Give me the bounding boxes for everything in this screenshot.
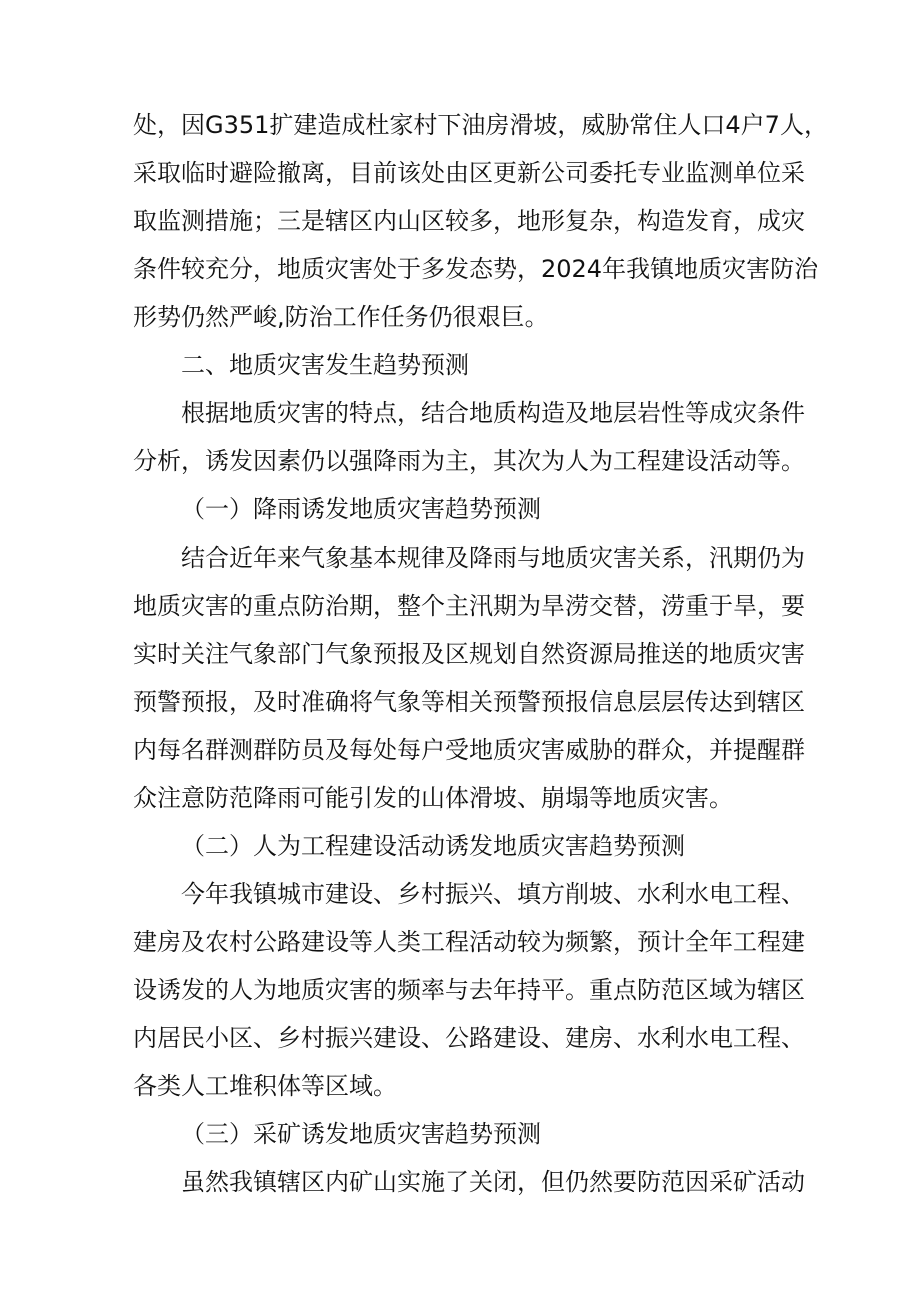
subsection-heading: （三）采矿诱发地质灾害趋势预测: [181, 1120, 541, 1148]
paragraph-line: 今年我镇城市建设、乡村振兴、填方削坡、水利水电工程、: [181, 880, 805, 908]
paragraph-line: 设诱发的人为地质灾害的频率与去年持平。重点防范区域为辖区: [133, 976, 805, 1004]
paragraph-line: 条件较充分，地质灾害处于多发态势，2024年我镇地质灾害防治: [133, 255, 819, 283]
paragraph-line: 内每名群测群防员及每处每户受地质灾害威胁的群众，并提醒群: [133, 736, 805, 764]
paragraph-line: 采取临时避险撤离，目前该处由区更新公司委托专业监测单位采: [133, 159, 805, 187]
paragraph-line: 分析，诱发因素仍以强降雨为主，其次为人为工程建设活动等。: [133, 447, 805, 475]
paragraph-line: 预警预报，及时准确将气象等相关预警预报信息层层传达到辖区: [133, 688, 805, 716]
paragraph-line: 众注意防范降雨可能引发的山体滑坡、崩塌等地质灾害。: [133, 784, 733, 812]
paragraph-line: 根据地质灾害的特点，结合地质构造及地层岩性等成灾条件: [181, 399, 805, 427]
paragraph-line: 内居民小区、乡村振兴建设、公路建设、建房、水利水电工程、: [133, 1024, 805, 1052]
section-heading: 二、地质灾害发生趋势预测: [181, 351, 469, 379]
paragraph-line: 建房及农村公路建设等人类工程活动较为频繁，预计全年工程建: [133, 928, 805, 956]
paragraph-line: 各类人工堆积体等区域。: [133, 1072, 397, 1100]
paragraph-line: 虽然我镇辖区内矿山实施了关闭，但仍然要防范因采矿活动: [181, 1168, 805, 1196]
paragraph-line: 取监测措施；三是辖区内山区较多，地形复杂，构造发育，成灾: [133, 207, 805, 235]
paragraph-line: 地质灾害的重点防治期，整个主汛期为旱涝交替，涝重于旱，要: [133, 592, 805, 620]
paragraph-line: 结合近年来气象基本规律及降雨与地质灾害关系，汛期仍为: [181, 544, 805, 572]
paragraph-line: 形势仍然严峻,防治工作任务仍很艰巨。: [133, 303, 549, 331]
subsection-heading: （二）人为工程建设活动诱发地质灾害趋势预测: [181, 832, 685, 860]
paragraph-line: 实时关注气象部门气象预报及区规划自然资源局推送的地质灾害: [133, 640, 805, 668]
paragraph-line: 处，因G351扩建造成杜家村下油房滑坡，威胁常住人口4户7人，: [133, 111, 828, 139]
subsection-heading: （一）降雨诱发地质灾害趋势预测: [181, 495, 541, 523]
